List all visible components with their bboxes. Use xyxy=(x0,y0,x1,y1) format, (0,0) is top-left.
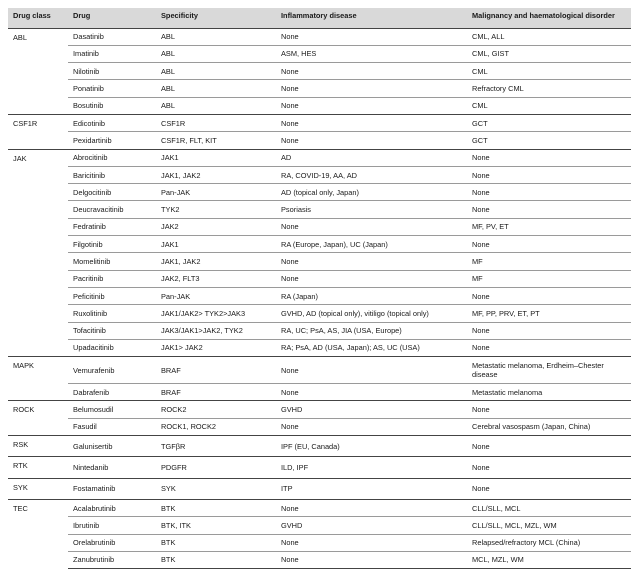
malignancy-cell: MF xyxy=(467,270,631,287)
malignancy-cell: None xyxy=(467,184,631,201)
header-malignancy: Malignancy and haematological disorder xyxy=(467,8,631,28)
drug-class-cell: MAPK xyxy=(8,357,68,401)
inflammatory-disease-cell: AD (topical only, Japan) xyxy=(276,184,467,201)
drug-cell: Vemurafenib xyxy=(68,357,156,384)
table-row xyxy=(8,80,631,97)
drug-cell: Fedratinib xyxy=(68,218,156,235)
inflammatory-disease-cell: RA (Japan) xyxy=(276,287,467,304)
drug-cell: Fostamatinib xyxy=(68,478,156,499)
drug-cell: Imatinib xyxy=(68,45,156,62)
inflammatory-disease-cell: GVHD, AD (topical only), vitiligo (topical only) xyxy=(276,305,467,322)
drug-class-cell: CSF1R xyxy=(8,114,68,149)
table-row xyxy=(8,132,631,149)
specificity-cell: Pan-JAK xyxy=(156,287,276,304)
drug-cell: Baricitinib xyxy=(68,166,156,183)
drug-cell: Tofacitinib xyxy=(68,322,156,339)
drug-class-cell: JAK xyxy=(8,149,68,357)
table-row xyxy=(8,149,631,166)
drug-cell: Pexidartinib xyxy=(68,132,156,149)
drug-class-cell: SYK xyxy=(8,478,68,499)
malignancy-cell: None xyxy=(467,287,631,304)
drug-class-cell: RTK xyxy=(8,457,68,478)
inflammatory-disease-cell: RA; PsA, AD (USA, Japan); AS, UC (USA) xyxy=(276,339,467,356)
table-row xyxy=(8,184,631,201)
specificity-cell: Pan-JAK xyxy=(156,184,276,201)
specificity-cell: ABL xyxy=(156,45,276,62)
inflammatory-disease-cell: ITP xyxy=(276,478,467,499)
table-header xyxy=(8,8,631,28)
specificity-cell: ABL xyxy=(156,28,276,45)
table-row xyxy=(8,45,631,62)
inflammatory-disease-cell: ASM, HES xyxy=(276,45,467,62)
inflammatory-disease-cell: GVHD xyxy=(276,401,467,418)
drug-class-cell: ROCK xyxy=(8,401,68,436)
malignancy-cell: MF xyxy=(467,253,631,270)
table-row xyxy=(8,114,631,131)
specificity-cell: JAK2, FLT3 xyxy=(156,270,276,287)
drug-cell: Nilotinib xyxy=(68,63,156,80)
table-row xyxy=(8,63,631,80)
drug-class-cell: ABL xyxy=(8,28,68,114)
table-row xyxy=(8,322,631,339)
inflammatory-disease-cell: None xyxy=(276,384,467,401)
drug-cell: Galunisertib xyxy=(68,436,156,457)
specificity-cell: BTK xyxy=(156,551,276,568)
drug-class-cell: RSK xyxy=(8,436,68,457)
malignancy-cell: None xyxy=(467,322,631,339)
malignancy-cell: None xyxy=(467,201,631,218)
table-row xyxy=(8,418,631,435)
header-inflammatory-disease: Inflammatory disease xyxy=(276,8,467,28)
malignancy-cell: None xyxy=(467,401,631,418)
specificity-cell: ABL xyxy=(156,97,276,114)
malignancy-cell: None xyxy=(467,236,631,253)
malignancy-cell: GCT xyxy=(467,114,631,131)
drug-cell: Upadacitinib xyxy=(68,339,156,356)
table-row xyxy=(8,517,631,534)
table-body xyxy=(8,28,631,569)
malignancy-cell: Metastatic melanoma, Erdheim–Chester disease xyxy=(467,357,631,384)
drug-cell: Belumosudil xyxy=(68,401,156,418)
drug-cell: Pacritinib xyxy=(68,270,156,287)
malignancy-cell: CLL/SLL, MCL, MZL, WM xyxy=(467,517,631,534)
table-row xyxy=(8,457,631,478)
drug-class-cell: TEC xyxy=(8,499,68,568)
header-drug-class: Drug class xyxy=(8,8,68,28)
header-specificity: Specificity xyxy=(156,8,276,28)
inflammatory-disease-cell: RA (Europe, Japan), UC (Japan) xyxy=(276,236,467,253)
drug-cell: Acalabrutinib xyxy=(68,499,156,516)
table-row xyxy=(8,253,631,270)
drug-cell: Edicotinib xyxy=(68,114,156,131)
table-row xyxy=(8,28,631,45)
table-row xyxy=(8,499,631,516)
malignancy-cell: CML xyxy=(467,97,631,114)
inflammatory-disease-cell: None xyxy=(276,63,467,80)
drug-cell: Ponatinib xyxy=(68,80,156,97)
table-row xyxy=(8,97,631,114)
specificity-cell: CSF1R xyxy=(156,114,276,131)
table-row xyxy=(8,401,631,418)
malignancy-cell: MF, PP, PRV, ET, PT xyxy=(467,305,631,322)
drug-cell: Dasatinib xyxy=(68,28,156,45)
drug-table-container xyxy=(8,8,631,569)
specificity-cell: JAK1 xyxy=(156,236,276,253)
specificity-cell: JAK3/JAK1>JAK2, TYK2 xyxy=(156,322,276,339)
drug-cell: Orelabrutinib xyxy=(68,534,156,551)
drug-table xyxy=(8,8,631,569)
malignancy-cell: None xyxy=(467,149,631,166)
specificity-cell: ROCK2 xyxy=(156,401,276,418)
specificity-cell: JAK2 xyxy=(156,218,276,235)
table-row xyxy=(8,166,631,183)
drug-cell: Ibrutinib xyxy=(68,517,156,534)
drug-cell: Ruxolitinib xyxy=(68,305,156,322)
specificity-cell: JAK1 xyxy=(156,149,276,166)
drug-cell: Zanubrutinib xyxy=(68,551,156,568)
malignancy-cell: Cerebral vasospasm (Japan, China) xyxy=(467,418,631,435)
inflammatory-disease-cell: ILD, IPF xyxy=(276,457,467,478)
inflammatory-disease-cell: None xyxy=(276,97,467,114)
drug-cell: Momelitinib xyxy=(68,253,156,270)
table-row xyxy=(8,287,631,304)
inflammatory-disease-cell: IPF (EU, Canada) xyxy=(276,436,467,457)
table-row xyxy=(8,436,631,457)
table-row xyxy=(8,357,631,384)
malignancy-cell: CLL/SLL, MCL xyxy=(467,499,631,516)
malignancy-cell: None xyxy=(467,166,631,183)
inflammatory-disease-cell: None xyxy=(276,551,467,568)
inflammatory-disease-cell: None xyxy=(276,499,467,516)
table-row xyxy=(8,339,631,356)
drug-cell: Peficitinib xyxy=(68,287,156,304)
inflammatory-disease-cell: None xyxy=(276,357,467,384)
malignancy-cell: None xyxy=(467,436,631,457)
inflammatory-disease-cell: None xyxy=(276,28,467,45)
inflammatory-disease-cell: None xyxy=(276,418,467,435)
drug-cell: Deucravacitinib xyxy=(68,201,156,218)
specificity-cell: BTK xyxy=(156,534,276,551)
malignancy-cell: None xyxy=(467,339,631,356)
table-row xyxy=(8,305,631,322)
drug-cell: Nintedanib xyxy=(68,457,156,478)
specificity-cell: JAK1, JAK2 xyxy=(156,253,276,270)
specificity-cell: BRAF xyxy=(156,384,276,401)
malignancy-cell: CML xyxy=(467,63,631,80)
malignancy-cell: GCT xyxy=(467,132,631,149)
inflammatory-disease-cell: Psoriasis xyxy=(276,201,467,218)
table-row xyxy=(8,478,631,499)
drug-cell: Fasudil xyxy=(68,418,156,435)
drug-cell: Abrocitinib xyxy=(68,149,156,166)
inflammatory-disease-cell: AD xyxy=(276,149,467,166)
malignancy-cell: Relapsed/refractory MCL (China) xyxy=(467,534,631,551)
specificity-cell: BTK, ITK xyxy=(156,517,276,534)
specificity-cell: TGFβR xyxy=(156,436,276,457)
drug-cell: Bosutinib xyxy=(68,97,156,114)
inflammatory-disease-cell: None xyxy=(276,253,467,270)
table-row xyxy=(8,270,631,287)
inflammatory-disease-cell: RA, UC; PsA, AS, JIA (USA, Europe) xyxy=(276,322,467,339)
malignancy-cell: Metastatic melanoma xyxy=(467,384,631,401)
specificity-cell: TYK2 xyxy=(156,201,276,218)
table-row xyxy=(8,236,631,253)
inflammatory-disease-cell: None xyxy=(276,534,467,551)
inflammatory-disease-cell: RA, COVID-19, AA, AD xyxy=(276,166,467,183)
specificity-cell: JAK1, JAK2 xyxy=(156,166,276,183)
specificity-cell: ROCK1, ROCK2 xyxy=(156,418,276,435)
malignancy-cell: None xyxy=(467,457,631,478)
specificity-cell: PDGFR xyxy=(156,457,276,478)
malignancy-cell: MF, PV, ET xyxy=(467,218,631,235)
header-row xyxy=(8,8,631,28)
drug-cell: Filgotinib xyxy=(68,236,156,253)
drug-cell: Dabrafenib xyxy=(68,384,156,401)
inflammatory-disease-cell: None xyxy=(276,114,467,131)
specificity-cell: JAK1> JAK2 xyxy=(156,339,276,356)
specificity-cell: JAK1/JAK2> TYK2>JAK3 xyxy=(156,305,276,322)
specificity-cell: ABL xyxy=(156,63,276,80)
specificity-cell: BRAF xyxy=(156,357,276,384)
table-row xyxy=(8,551,631,568)
specificity-cell: SYK xyxy=(156,478,276,499)
inflammatory-disease-cell: None xyxy=(276,218,467,235)
malignancy-cell: MCL, MZL, WM xyxy=(467,551,631,568)
header-drug: Drug xyxy=(68,8,156,28)
specificity-cell: CSF1R, FLT, KIT xyxy=(156,132,276,149)
drug-cell: Delgocitinib xyxy=(68,184,156,201)
inflammatory-disease-cell: GVHD xyxy=(276,517,467,534)
inflammatory-disease-cell: None xyxy=(276,132,467,149)
specificity-cell: ABL xyxy=(156,80,276,97)
malignancy-cell: None xyxy=(467,478,631,499)
malignancy-cell: Refractory CML xyxy=(467,80,631,97)
table-row xyxy=(8,201,631,218)
inflammatory-disease-cell: None xyxy=(276,270,467,287)
malignancy-cell: CML, ALL xyxy=(467,28,631,45)
inflammatory-disease-cell: None xyxy=(276,80,467,97)
specificity-cell: BTK xyxy=(156,499,276,516)
table-row xyxy=(8,384,631,401)
table-row xyxy=(8,218,631,235)
malignancy-cell: CML, GIST xyxy=(467,45,631,62)
